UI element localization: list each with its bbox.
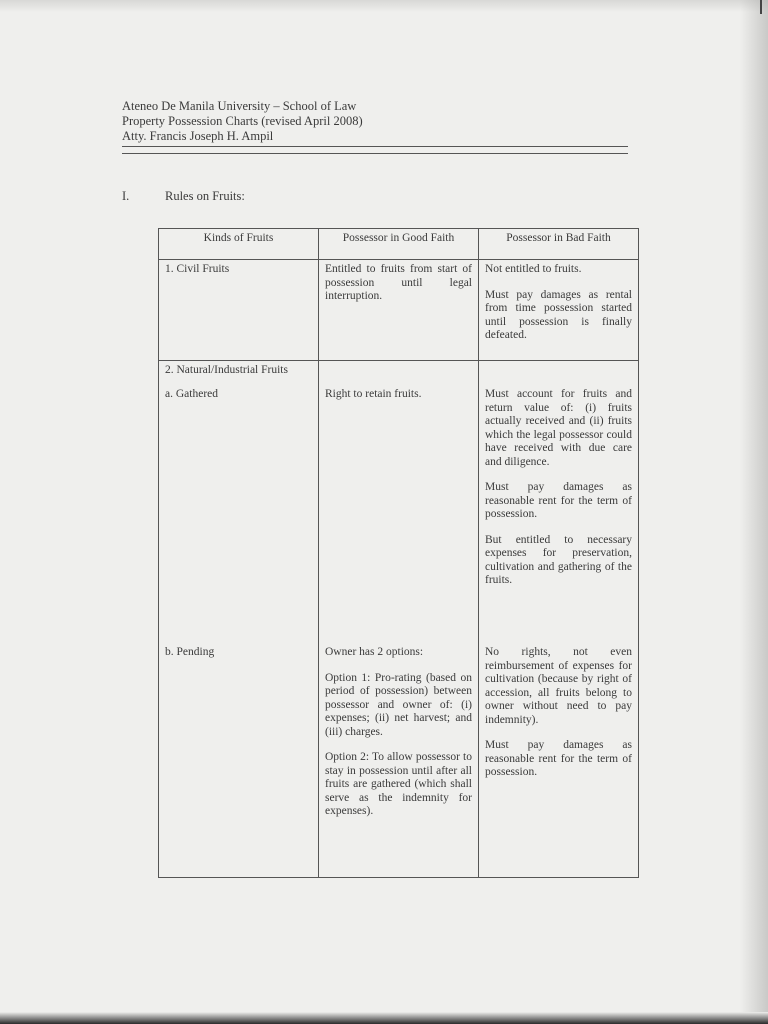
header-university: Ateneo De Manila University – School of Law (122, 99, 357, 113)
cell-kind-natural: 2. Natural/Industrial Fruits (159, 361, 319, 386)
section-number: I. (122, 189, 130, 203)
paragraph: Must pay damages as reasonable rent for the term of possession. (485, 739, 632, 778)
paragraph: But entitled to necessary expenses for preservation, cultivation and gathering of the fruits. (485, 533, 632, 586)
fruits-rules-table (158, 228, 639, 878)
scan-edge-bottom (0, 1012, 768, 1024)
cell-good-faith-pending (319, 643, 479, 878)
cell-good-faith-gathered (319, 385, 479, 643)
cell-kind-gathered: a. Gathered (159, 385, 319, 643)
table-row-pending (159, 643, 639, 878)
cell-kind-civil: 1. Civil Fruits (159, 260, 319, 361)
scan-edge-top (0, 0, 768, 12)
document-header (122, 99, 363, 144)
paragraph: Must pay damages as rental from time possession started until possession is finally defeated. (485, 288, 632, 341)
header-divider (122, 146, 628, 154)
table-row-natural-fruits (159, 361, 639, 386)
scan-corner-mark (760, 0, 762, 14)
table-row-gathered (159, 385, 639, 643)
paragraph: Owner has 2 options: (325, 646, 424, 658)
scan-shadow-right (740, 0, 768, 1024)
cell-bad-faith-pending (479, 643, 639, 878)
paragraph: No rights, not even reimbursement of expenses for cultivation (because by right of accession, all fruits belong to owner without need to pay indemnity). (485, 646, 632, 726)
cell-empty (479, 361, 639, 386)
paragraph: Must pay damages as reasonable rent for the term of possession. (485, 481, 632, 520)
column-header-bad-faith: Possessor in Bad Faith (479, 229, 639, 260)
cell-bad-faith-civil (479, 260, 639, 361)
header-author: Atty. Francis Joseph H. Ampil (122, 129, 274, 143)
table-row-civil-fruits (159, 260, 639, 361)
paragraph: Must account for fruits and return value of: (i) fruits actually received and (ii) fruits which the legal possessor could have received with due care and diligence. (485, 388, 632, 468)
header-title: Property Possession Charts (revised April 2008) (122, 114, 363, 128)
column-header-good-faith: Possessor in Good Faith (319, 229, 479, 260)
paragraph: Option 1: Pro-rating (based on period of possession) between possessor and owner of: (i) expenses; (ii) net harvest; and (iii) charges. (325, 671, 472, 738)
paragraph: Right to retain fruits. (325, 388, 422, 400)
cell-bad-faith-gathered (479, 385, 639, 643)
paragraph: Entitled to fruits from start of possession until legal interruption. (325, 263, 472, 302)
cell-empty (319, 361, 479, 386)
paragraph: Not entitled to fruits. (485, 263, 582, 275)
table-header-row (159, 229, 639, 260)
column-header-kinds: Kinds of Fruits (159, 229, 319, 260)
paragraph: Option 2: To allow possessor to stay in possession until after all fruits are gathered (which shall serve as the indemnity for expenses). (325, 751, 472, 817)
section-title: Rules on Fruits: (165, 189, 245, 203)
cell-good-faith-civil (319, 260, 479, 361)
cell-kind-pending: b. Pending (159, 643, 319, 878)
